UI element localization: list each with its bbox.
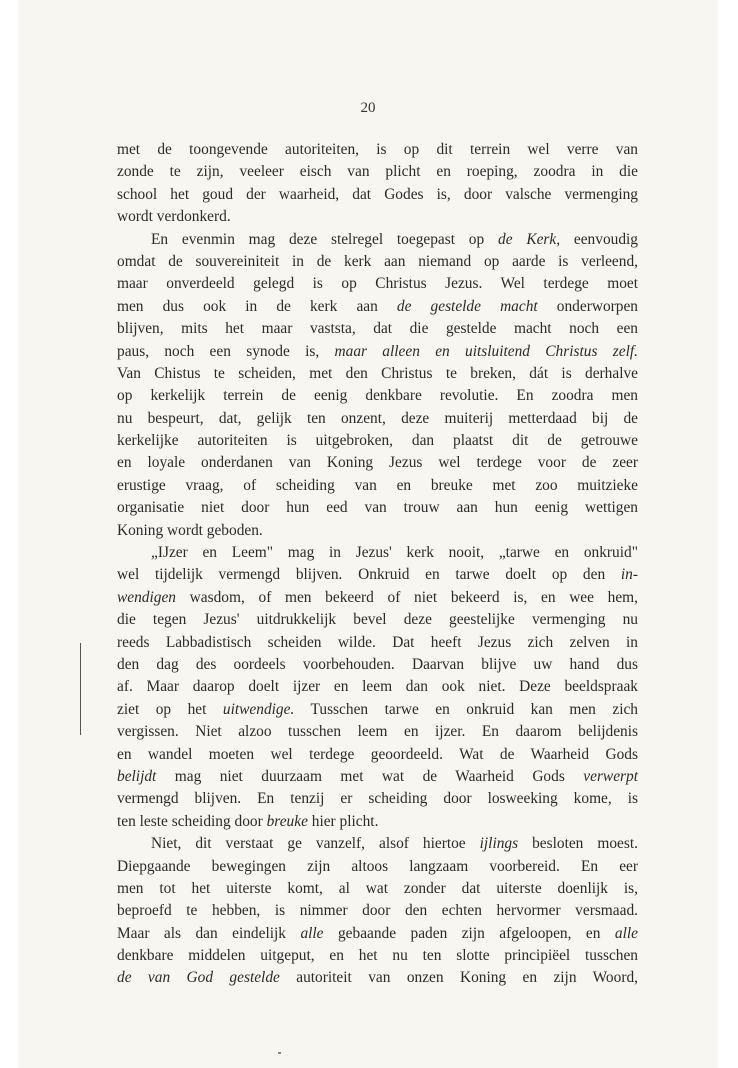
text-line: op kerkelijk terrein de eenig denkbare revolutie. En zoodra men [117,387,638,405]
text-line: wel tijdelijk vermengd blijven. Onkruid en tarwe doelt op den in- [117,566,638,584]
text-line: wordt verdonkerd. [117,208,231,226]
book-page [18,0,718,1068]
text-line: „IJzer en Leem" mag in Jezus' kerk nooit, „tarwe en onkruid" [151,544,638,562]
text-line: belijdt mag niet duurzaam met wat de Waarheid Gods verwerpt [117,767,638,785]
margin-pencil-mark [80,643,81,735]
text-line: paus, noch een synode is, maar alleen en uitsluitend Christus zelf. [117,342,638,360]
text-line: af. Maar daarop doelt ijzer en leem dan ook niet. Deze beeldspraak [117,678,638,696]
text-line: men dus ook in de kerk aan de gestelde macht onderworpen [117,297,638,315]
text-line: den dag des oordeels voorbehouden. Daarvan blijve uw hand dus [117,655,638,673]
text-line: school het goud der waarheid, dat Godes is, door valsche vermenging [117,185,638,203]
text-line: wendigen wasdom, of men bekeerd of niet bekeerd is, en wee hem, [117,588,638,606]
body-text [117,139,638,990]
text-line: met de toongevende autoriteiten, is op dit terrein wel verre van [117,141,638,158]
text-line: zonde te zijn, veeleer eisch van plicht en roeping, zoodra in die [117,163,638,181]
text-line: Diepgaande bewegingen zijn altoos langzaam voorbereid. En eer [117,857,638,875]
text-line: en loyale onderdanen van Koning Jezus wel terdege voor de zeer [117,454,638,472]
text-line: erustige vraag, of scheiding van en breuke met zoo muitzieke [117,476,638,494]
text-line: en wandel moeten wel terdege geoordeeld. Wat de Waarheid Gods [117,745,638,763]
text-line: omdat de souvereiniteit in de kerk aan niemand op aarde is verleend, [117,252,638,270]
text-line: Niet, dit verstaat ge vanzelf, alsof hiertoe ijlings besloten moest. [151,835,638,853]
text-line: de van God gestelde autoriteit van onzen Koning en zijn Woord, [117,969,638,987]
text-line: blijven, mits het maar vaststa, dat die gestelde macht noch een [117,320,638,338]
text-line: maar onverdeeld gelegd is op Christus Jezus. Wel terdege moet [117,275,638,293]
page-number: 20 [360,100,376,116]
text-line: beproefd te hebben, is nimmer door den echten hervormer versmaad. [117,902,638,920]
text-line: reeds Labbadistisch scheiden wilde. Dat heeft Jezus zich zelven in [117,633,638,651]
text-line: Koning wordt geboden. [117,521,263,539]
text-line: organisatie niet door hun eed van trouw aan hun eenig wettigen [117,499,638,517]
text-line: nu bespeurt, dat, gelijk ten onzent, deze muiterij metterdaad bij de [117,409,638,427]
text-line: ziet op het uitwendige. Tusschen tarwe en onkruid kan men zich [117,700,639,718]
text-line: En evenmin mag deze stelregel toegepast op de Kerk, eenvoudig [151,230,639,248]
text-line: vermengd blijven. En tenzij er scheiding door losweeking kome, is [117,790,638,808]
text-line: kerkelijke autoriteiten is uitgebroken, dan plaatst dit de getrouwe [117,432,638,450]
scan-speck [278,1052,281,1054]
text-line: Van Chistus te scheiden, met den Christus te breken, dát is derhalve [117,364,638,382]
text-line: die tegen Jezus' uitdrukkelijk bevel deze geestelijke vermenging nu [117,611,638,629]
text-line: denkbare middelen uitgeput, en het nu ten slotte principiëel tusschen [117,947,638,965]
text-line: ten leste scheiding door breuke hier plicht. [117,812,379,830]
text-line: vergissen. Niet alzoo tusschen leem en ijzer. En daarom belijdenis [117,723,638,741]
text-line: men tot het uiterste komt, al wat zonder dat uiterste doenlijk is, [117,879,638,897]
text-line: Maar als dan eindelijk alle gebaande paden zijn afgeloopen, en alle [117,924,638,942]
